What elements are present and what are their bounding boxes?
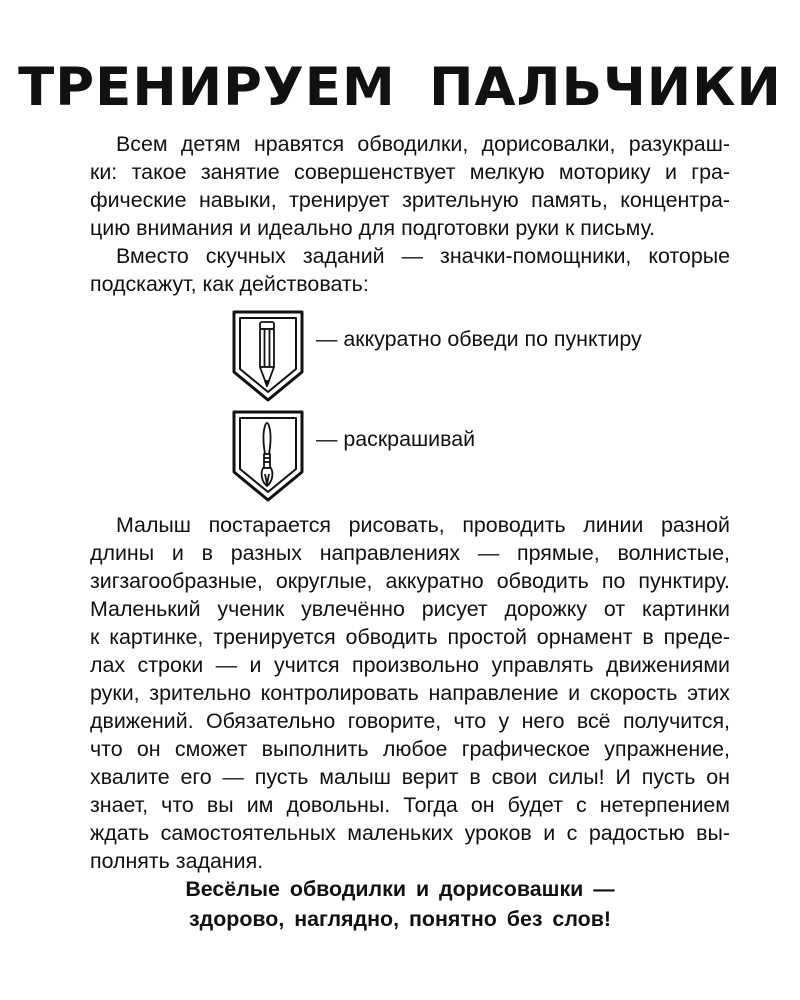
- intro-line: ки: такое занятие совершенствует мелкую моторику и гра-: [90, 160, 730, 184]
- helper-row-pencil: [232, 310, 642, 402]
- body-line: зигзагообразные, округлые, аккуратно обводить по пунктиру.: [90, 569, 730, 593]
- helper-row-brush: [232, 410, 475, 502]
- brush-instruction: — раскрашивай: [316, 427, 476, 451]
- intro-line: цию внимания и идеально для подготовки руки к письму.: [90, 216, 656, 240]
- pencil-instruction: — аккуратно обведи по пунктиру: [316, 327, 642, 351]
- body-line: ждать самостоятельных маленьких уроков и с радостью вы-: [90, 821, 730, 845]
- body-line: лах строки — и учится произвольно управлять движениями: [90, 653, 730, 677]
- body-line: хвалите его — пусть малыш верит в свои силы! И пусть он: [90, 765, 730, 789]
- body-line: знает, что вы им довольны. Тогда он будет с нетерпением: [90, 793, 730, 817]
- intro-line: фические навыки, тренирует зрительную память, концентра-: [90, 188, 730, 212]
- body-line: длины и в разных направлениях — прямые, волнистые,: [90, 541, 730, 565]
- helpers-paragraph: [90, 242, 730, 298]
- intro-paragraph: [90, 130, 730, 242]
- helpers-line: Вместо скучных заданий — значки-помощники, которые: [116, 244, 730, 268]
- page-title: ТРЕНИРУЕМ ПАЛЬЧИКИ: [18, 57, 782, 118]
- body-line: к картинке, тренируется обводить простой орнамент в преде-: [90, 625, 730, 649]
- body-line: Маленький ученик увлечённо рисует дорожку от картинки: [90, 597, 730, 621]
- helpers-line: подскажут, как действовать:: [90, 272, 369, 296]
- body-line: что он сможет выполнить любое графическое упражнение,: [90, 737, 730, 761]
- body-line: движений. Обязательно говорите, что у него всё получится,: [90, 709, 730, 733]
- closing-line-1: Весёлые обводилки и дорисовашки —: [185, 877, 615, 901]
- body-line: полнять задания.: [90, 849, 264, 873]
- paintbrush-icon: [232, 410, 304, 502]
- intro-line: Всем детям нравятся обводилки, дорисовалки, разукраш-: [116, 132, 730, 156]
- pencil-icon: [232, 310, 304, 402]
- closing-line-2: здорово, наглядно, понятно без слов!: [189, 907, 611, 931]
- body-line: Малыш постарается рисовать, проводить линии разной: [116, 513, 730, 537]
- body-line: руки, зрительно контролировать направление и скорость этих: [90, 681, 730, 705]
- body-paragraph: [90, 511, 730, 875]
